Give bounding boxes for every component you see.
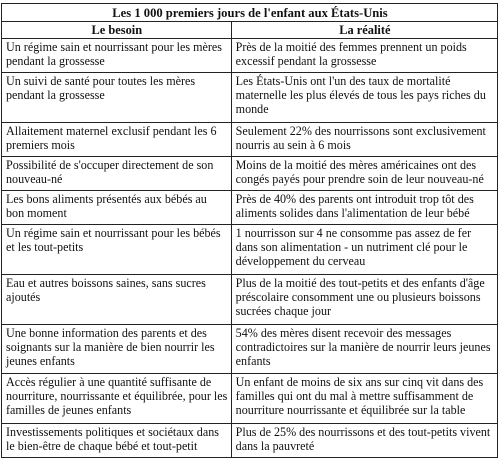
table-row (2, 374, 497, 424)
need-cell: Eau et autres boissons saines, sans sucres ajoutés (2, 274, 231, 324)
table-row (2, 73, 497, 123)
reality-cell: 1 nourrisson sur 4 ne consomme pas assez de fer dans son alimentation - un nutriment clé pour le développement du cerveau (231, 225, 497, 275)
needs-reality-table-frame (1, 3, 498, 458)
table-row (2, 156, 497, 190)
reality-cell: Plus de 25% des nourrissons et des tout-petits vivent dans la pauvreté (231, 423, 497, 457)
table-row (2, 39, 497, 73)
reality-cell: Plus de la moitié des tout-petits et des enfants d'âge préscolaire consomment une ou plusieurs boissons sucrées chaque jour (231, 274, 497, 324)
need-cell: Un régime sain et nourrissant pour les mères pendant la grossesse (2, 39, 231, 73)
reality-cell: Un enfant de moins de six ans sur cinq vit dans des familles qui ont du mal à mettre suffisamment de nourriture nourrissante et équilibrée sur la table (231, 374, 497, 424)
need-cell: Allaitement maternel exclusif pendant les 6 premiers mois (2, 122, 231, 156)
need-cell: Investissements politiques et sociétaux dans le bien-être de chaque bébé et tout-petit (2, 423, 231, 457)
need-cell: Possibilité de s'occuper directement de son nouveau-né (2, 156, 231, 190)
reality-cell: Près de la moitié des femmes prennent un poids excessif pendant la grossesse (231, 39, 497, 73)
need-cell: Un suivi de santé pour toutes les mères pendant la grossesse (2, 73, 231, 123)
table-row (2, 423, 497, 457)
need-cell: Accès régulier à une quantité suffisante de nourriture, nourrissante et équilibrée, pour les familles de jeunes enfants (2, 374, 231, 424)
need-cell: Un régime sain et nourrissant pour les bébés et les tout-petits (2, 225, 231, 275)
needs-reality-table (2, 4, 497, 457)
table-row (2, 274, 497, 324)
column-header-reality: La réalité (231, 22, 497, 39)
table-header-row (2, 22, 497, 39)
reality-cell: Moins de la moitié des mères américaines ont des congés payés pour prendre soin de leur nouveau-né (231, 156, 497, 190)
table-title: Les 1 000 premiers jours de l'enfant aux États-Unis (2, 4, 497, 22)
table-row (2, 324, 497, 374)
need-cell: Une bonne information des parents et des soignants sur la manière de bien nourrir les jeunes enfants (2, 324, 231, 374)
reality-cell: Les États-Unis ont l'un des taux de mortalité maternelle les plus élevés de tous les pays riches du monde (231, 73, 497, 123)
table-row (2, 191, 497, 225)
reality-cell: 54% des mères disent recevoir des messages contradictoires sur la manière de nourrir leurs jeunes enfants (231, 324, 497, 374)
need-cell: Les bons aliments présentés aux bébés au bon moment (2, 191, 231, 225)
table-row (2, 225, 497, 275)
column-header-need: Le besoin (2, 22, 231, 39)
reality-cell: Près de 40% des parents ont introduit trop tôt des aliments solides dans l'alimentation de leur bébé (231, 191, 497, 225)
reality-cell: Seulement 22% des nourrissons sont exclusivement nourris au sein à 6 mois (231, 122, 497, 156)
table-row (2, 122, 497, 156)
table-title-row (2, 4, 497, 22)
